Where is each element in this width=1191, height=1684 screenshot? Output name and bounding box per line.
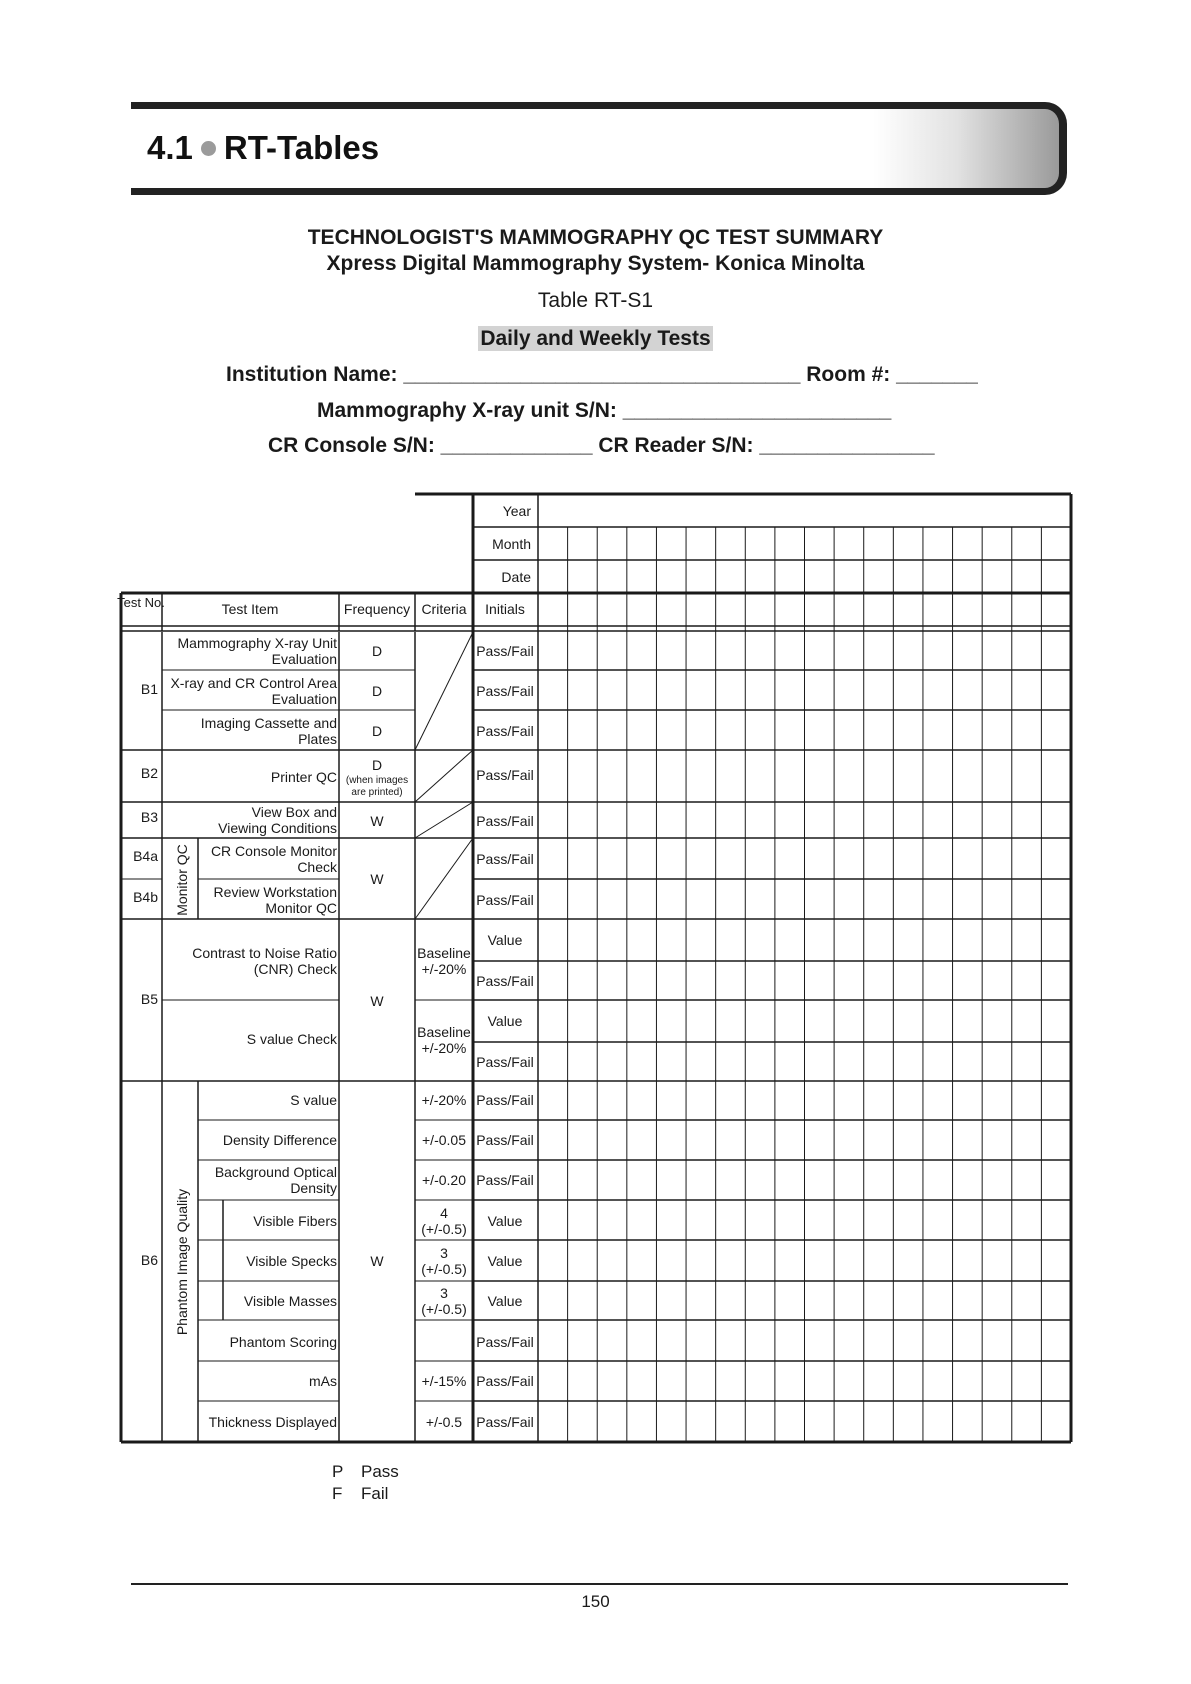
result-label: Pass/Fail [476,1414,534,1430]
header-criteria: Criteria [421,601,467,617]
legend-item [332,1462,399,1482]
result-label: Pass/Fail [476,1092,534,1108]
result-label: Value [487,1253,523,1269]
test-no-b5: B5 [140,991,158,1007]
frequency-value: D [371,757,383,773]
criteria-value: (+/-0.5) [421,1301,467,1317]
criteria-value: (+/-0.5) [421,1261,467,1277]
frequency-value: W [370,1253,384,1269]
criteria-value: +/-0.05 [422,1132,466,1148]
item-mammo-unit: Mammography X-ray Unit [177,635,337,651]
criteria-not-applicable-slash [415,750,473,802]
section-number: 4.1 [147,129,193,166]
item-phantom-scoring: Phantom Scoring [229,1334,337,1350]
result-label: Value [487,1013,523,1029]
item-visible-fibers: Visible Fibers [253,1213,337,1229]
item-cr-monitor: CR Console Monitor [210,843,337,859]
result-label: Pass/Fail [476,892,534,908]
item-viewbox: View Box and [251,804,337,820]
frequency-value: D [371,723,383,739]
header-year: Year [502,503,531,519]
header-initials: Initials [485,601,525,617]
document-title: TECHNOLOGIST'S MAMMOGRAPHY QC TEST SUMMARY [307,226,884,249]
frequency-value: W [370,871,384,887]
footer-rule [131,1583,1068,1585]
header-frequency: Frequency [343,601,411,617]
result-label: Pass/Fail [476,1172,534,1188]
frequency-value: D [371,683,383,699]
item-cnr: Contrast to Noise Ratio [192,945,337,961]
document-subtitle: Xpress Digital Mammography System- Konica Minolta [326,252,865,275]
item-background-density: Density [290,1180,337,1196]
result-label: Pass/Fail [476,683,534,699]
result-label: Value [487,932,523,948]
test-no-b4a: B4a [133,848,158,864]
item-control-area: X-ray and CR Control Area [170,675,337,691]
item-viewbox: Viewing Conditions [218,820,337,836]
result-label: Value [487,1293,523,1309]
criteria-not-applicable-slash [415,632,473,750]
item-cassette: Imaging Cassette and [200,715,337,731]
group-label-monitor-qc: Monitor QC [174,844,190,916]
criteria-value: Baseline [417,945,471,961]
item-visible-masses: Visible Masses [243,1293,337,1309]
result-label: Pass/Fail [476,1334,534,1350]
item-control-area: Evaluation [271,691,337,707]
header-date: Date [501,569,531,585]
result-label: Pass/Fail [476,643,534,659]
legend-meaning: Pass [361,1462,399,1481]
criteria-value: +/-0.5 [425,1414,463,1430]
criteria-value: 3 [440,1245,448,1261]
result-label: Pass/Fail [476,767,534,783]
header-test-no: Test No. [117,595,165,610]
result-label: Value [487,1213,523,1229]
result-label: Pass/Fail [476,1054,534,1070]
criteria-value: +/-20% [421,1040,467,1056]
result-label: Pass/Fail [476,973,534,989]
result-label: Pass/Fail [476,723,534,739]
criteria-value: (+/-0.5) [421,1221,467,1237]
item-cr-monitor: Check [297,859,337,875]
frequency-note: are printed) [351,787,403,798]
result-label: Pass/Fail [476,1132,534,1148]
group-label-phantom-image-quality: Phantom Image Quality [174,1188,190,1336]
criteria-value: 3 [440,1285,448,1301]
legend-meaning: Fail [361,1484,389,1503]
item-visible-specks: Visible Specks [246,1253,337,1269]
frequency-value: W [370,813,384,829]
item-mas: mAs [309,1373,337,1389]
console-reader-serial-field[interactable]: CR Console S/N: _____________ CR Reader S/N: _______________ [268,434,935,457]
item-mammo-unit: Evaluation [271,651,337,667]
header-test-item: Test Item [221,601,279,617]
item-cnr: (CNR) Check [253,961,337,977]
legend-item [332,1484,388,1504]
frequency-note: (when images [345,775,409,786]
test-no-b2: B2 [140,765,158,781]
test-no-b4b: B4b [133,889,158,905]
frequency-value: W [370,993,384,1009]
tests-heading-text: Daily and Weekly Tests [480,327,711,350]
result-label: Pass/Fail [476,813,534,829]
criteria-value: 4 [440,1205,448,1221]
item-cassette: Plates [298,731,337,747]
section-name: RT-Tables [223,129,380,166]
criteria-not-applicable-slash [415,802,473,838]
item-background-density: Background Optical [214,1164,337,1180]
criteria-value: +/-20% [421,1092,467,1108]
criteria-not-applicable-slash [415,838,473,919]
test-no-b6: B6 [140,1252,158,1268]
result-label: Pass/Fail [476,1373,534,1389]
page-number: 150 [581,1592,610,1611]
legend-code: F [332,1484,343,1503]
header-month: Month [492,536,531,552]
test-no-b1: B1 [140,681,158,697]
test-no-b3: B3 [140,809,158,825]
legend-code: P [332,1462,344,1481]
frequency-value: D [371,643,383,659]
item-density-difference: Density Difference [222,1132,337,1148]
criteria-value: Baseline [417,1024,471,1040]
item-thickness-displayed: Thickness Displayed [208,1414,337,1430]
criteria-value: +/-0.20 [422,1172,466,1188]
item-s-value-check: S value Check [246,1031,337,1047]
result-label: Pass/Fail [476,851,534,867]
item-s-value: S value [290,1092,337,1108]
institution-field[interactable]: Institution Name: __________________________________ Room #: _______ [226,363,978,386]
item-printer: Printer QC [270,769,337,785]
item-review-workstation: Review Workstation [213,884,337,900]
criteria-value: +/-20% [421,961,467,977]
item-review-workstation: Monitor QC [265,900,337,916]
criteria-value: +/-15% [421,1373,467,1389]
table-label: Table RT-S1 [537,289,654,312]
xray-unit-serial-field[interactable]: Mammography X-ray unit S/N: _______________________ [317,399,892,422]
